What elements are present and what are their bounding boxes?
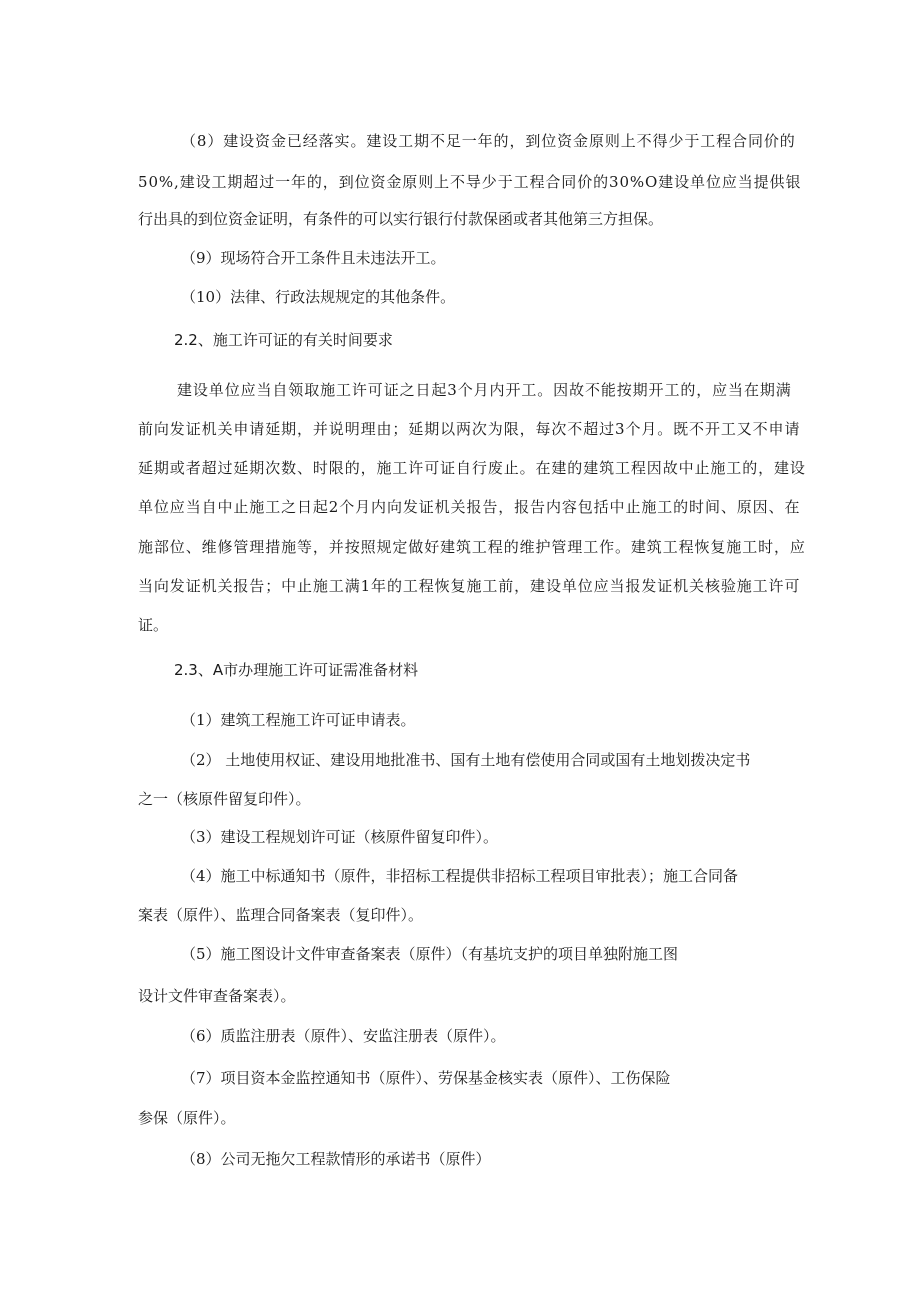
material-7-line-1: （7）项目资本金监控通知书（原件）、劳保基金核实表（原件）、工伤保险 — [181, 1069, 671, 1087]
body-line-5: 施部位、维修管理措施等，并按照规定做好建筑工程的维护管理工作。建筑工程恢复施工时，应 — [138, 538, 806, 556]
material-3: （3）建设工程规划许可证（核原件留复印件）。 — [181, 828, 499, 846]
material-7-line-2: 参保（原件）。 — [138, 1109, 236, 1127]
material-2-line-2: 之一（核原件留复印件）。 — [138, 790, 311, 808]
material-8: （8）公司无拖欠工程款情形的承诺书（原件） — [181, 1150, 491, 1168]
section-heading-2-2: 2.2、施工许可证的有关时间要求 — [174, 331, 393, 349]
section-heading-2-3: 2.3、A市办理施工许可证需准备材料 — [174, 661, 419, 679]
body-line-1: 建设单位应当自领取施工许可证之日起3个月内开工。因故不能按期开工的，应当在期满 — [177, 381, 792, 399]
item-8-line-2: 50%,建设工期超过一年的，到位资金原则上不导少于工程合同价的30%O建设单位应当提供银 — [138, 173, 802, 191]
item-9: （9）现场符合开工条件且未违法开工。 — [181, 249, 446, 267]
material-2-line-1: （2） 土地使用权证、建设用地批准书、国有土地有偿使用合同或国有土地划拨决定书 — [181, 751, 751, 769]
material-5-line-1: （5）施工图设计文件审查备案表（原件）（有基坑支护的项目单独附施工图 — [181, 945, 679, 963]
material-4-line-1: （4）施工中标通知书（原件，非招标工程提供非招标工程项目审批表）；施工合同备 — [181, 867, 739, 885]
body-line-2: 前向发证机关申请延期，并说明理由；延期以两次为限，每次不超过3个月。既不开工又不申请 — [138, 420, 801, 438]
body-line-6: 当向发证机关报告；中止施工满1年的工程恢复施工前，建设单位应当报发证机关核验施工许可 — [138, 577, 801, 595]
material-4-line-2: 案表（原件）、监理合同备案表（复印件）。 — [138, 906, 424, 924]
material-6: （6）质监注册表（原件）、安监注册表（原件）。 — [181, 1027, 506, 1045]
material-1: （1）建筑工程施工许可证申请表。 — [181, 711, 416, 729]
item-8-line-1: （8）建设资金已经落实。建设工期不足一年的，到位资金原则上不得少于工程合同价的 — [181, 132, 796, 150]
body-line-3: 延期或者超过延期次数、时限的，施工许可证自行废止。在建的建筑工程因故中止施工的，建设 — [138, 459, 806, 477]
material-5-line-2: 设计文件审查备案表）。 — [138, 987, 296, 1005]
item-8-line-3: 行出具的到位资金证明，有条件的可以实行银行付款保函或者其他第三方担保。 — [138, 210, 664, 228]
item-10: （10）法律、行政法规规定的其他条件。 — [181, 288, 456, 306]
body-line-7: 证。 — [138, 616, 169, 634]
body-line-4: 单位应当自中止施工之日起2个月内向发证机关报告，报告内容包括中止施工的时间、原因、在 — [138, 498, 801, 516]
